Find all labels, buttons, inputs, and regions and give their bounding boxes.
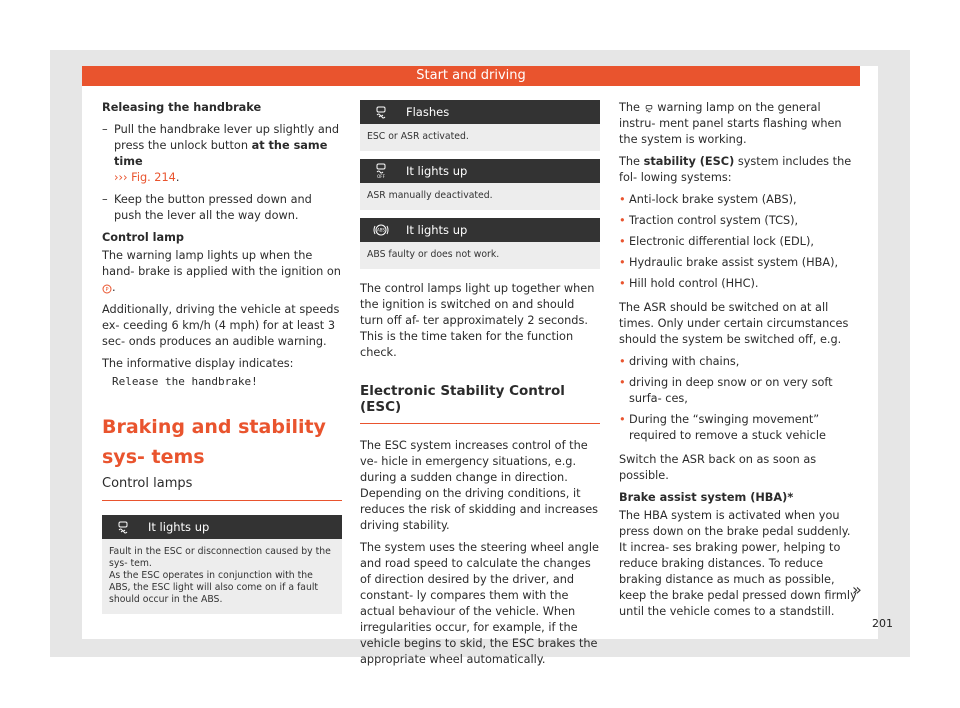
esc-paragraph-2: The system uses the steering wheel angle and road speed to calculate the changes of direction desired by the driver, and constant- ly compares them with the actual behaviour of the vehicle. When irregularities occur, for example, if the vehicle begins to skid, the ESC brakes the appropriate wheel automatically. [360,541,599,666]
list-item: • Electronic differential lock (EDL), [619,235,814,248]
esc-off-icon [372,162,390,180]
display-message: Release the handbrake! [112,375,258,388]
continue-mark: » [852,580,862,599]
list-item: • Anti-lock brake system (ABS), [619,193,797,206]
esc-paragraph-1: The ESC system increases control of the ve- hicle in emergency situations, e.g. during a sudden change in direction. Depending on the driving conditions, it reduces the risk of skidding and increases driving stability. [360,439,599,532]
handbrake-warning-icon [102,283,112,293]
figure-link[interactable]: ››› Fig. 214 [114,171,176,184]
asr-cases-list [619,354,857,444]
control-lamp-text: The warning lamp lights up when the hand- brake is applied with the ignition on P . [102,249,341,294]
column-1 [102,100,342,622]
warning-lamp-text: The warning lamp on the general instru- ment panel starts flashing when the system is working. [619,101,842,146]
page-number: 201 [872,617,893,630]
releasing-title: Releasing the handbrake [102,101,262,114]
hba-title: Brake assist system (HBA)* [619,491,794,504]
subsection-title: Control lamps [102,476,342,501]
column-2 [360,100,600,674]
esc-section-title: Electronic Stability Control (ESC) [360,383,600,424]
list-item: • driving in deep snow or on very soft surfa- ces, [619,376,833,405]
systems-list [619,192,857,292]
list-item: • Traction control system (TCS), [619,214,799,227]
svg-text:P: P [105,287,109,294]
list-item: • Hill hold control (HHC). [619,277,759,290]
lamp-table-abs: ABS It lights up ABS faulty or does not work. [360,218,600,269]
informative-display: The informative display indicates: [102,357,294,370]
lamp-table-esc-flashes: Flashes ESC or ASR activated. [360,100,600,151]
abs-icon [372,221,390,239]
additional-warning: Additionally, driving the vehicle at speeds ex- ceeding 6 km/h (4 mph) for at least 3 sec- onds produces an audible warning. [102,303,340,348]
hba-text: The HBA system is activated when you press down on the brake pedal suddenly. It increa- ses braking power, helping to reduce braking distances. To reduce braking distance as much as possible, keep the brake pedal pressed down firmly until the vehicle comes to a standstill. [619,509,857,618]
list-item: • During the “swinging movement” required to remove a stuck vehicle [619,413,826,442]
asr-text: The ASR should be switched on at all times. Only under certain circumstances should the system be switched off, e.g. [619,301,849,346]
control-lamp-title: Control lamp [102,231,184,244]
svg-text:ABS: ABS [377,227,385,233]
list-item: • Hydraulic brake assist system (HBA), [619,256,839,269]
lamp-table-esc-fault: It lights up Fault in the ESC or disconnection caused by the sys- tem. As the ESC operates in conjunction with the ABS, the ESC light will also come on if a fault should occur in the ABS. [102,515,342,614]
switch-back-text: Switch the ASR back on as soon as possible. [619,453,817,482]
list-item: • driving with chains, [619,355,740,368]
step-2: – Keep the button pressed down and push the lever all the way down. [102,193,312,222]
svg-text:OFF: OFF [377,174,385,179]
esc-icon [114,518,132,536]
lamp-table-asr-off: OFF It lights up ASR manually deactivated. [360,159,600,210]
section-title: Braking and stability sys- tems [102,416,326,468]
step-1: – Pull the handbrake lever up slightly and press the unlock button at the same time ››› Fig. 214. [102,123,340,184]
esc-includes-text: The stability (ESC) system includes the fol- lowing systems: [619,155,852,184]
esc-icon [372,103,390,121]
control-lamps-text: The control lamps light up together when the ignition is switched on and should turn off af- ter approximately 2 seconds. This is the time taken for the function check. [360,282,595,359]
chapter-header: Start and driving [82,66,860,86]
esc-icon [644,103,654,113]
column-3 [619,100,857,626]
